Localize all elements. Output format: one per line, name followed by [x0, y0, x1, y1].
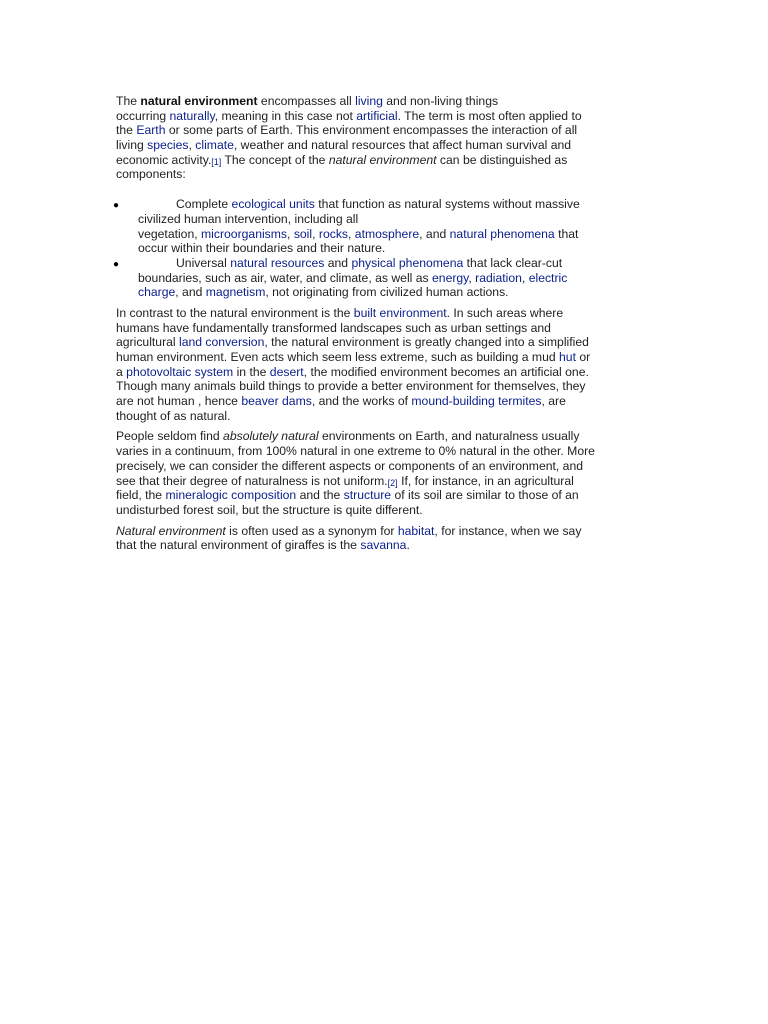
text-line: [116, 444, 652, 459]
text: are not human , hence: [116, 394, 242, 409]
text-line: [116, 321, 652, 336]
components-list: [113, 197, 652, 300]
text: in the: [233, 364, 270, 379]
link-artificial[interactable]: artificial: [356, 108, 398, 123]
text-line: [138, 256, 652, 271]
text: or: [575, 350, 591, 364]
text: , and: [419, 226, 450, 241]
text-line: [116, 123, 652, 138]
article-body: [113, 94, 652, 559]
citation-ref-1: [211, 157, 221, 167]
link-habitat[interactable]: habitat: [397, 523, 435, 538]
text: , the modified environment becomes an artificial one.: [303, 364, 589, 379]
text: that the natural environment of giraffes is the: [116, 538, 361, 553]
text: , and: [175, 285, 206, 300]
text: or some parts of Earth. This environment encompasses the interaction of all: [165, 123, 578, 138]
link-energy[interactable]: energy: [432, 270, 469, 285]
text: environments on Earth, and naturalness usually: [318, 429, 580, 444]
link-structure[interactable]: structure: [343, 488, 392, 503]
link-desert[interactable]: desert: [269, 364, 304, 379]
citation-link-1[interactable]: [1]: [211, 156, 222, 167]
text: ,: [468, 270, 476, 285]
link-natural-phenomena[interactable]: natural phenomena: [449, 226, 555, 241]
bold-term: natural environment: [140, 94, 258, 108]
link-naturally[interactable]: naturally: [169, 108, 215, 123]
text: a: [116, 364, 127, 379]
italic-term: absolutely natural: [223, 429, 319, 444]
text: ,: [521, 270, 529, 285]
text-line: [116, 379, 652, 394]
link-electric-charge[interactable]: electric: [528, 270, 568, 285]
text: economic activity.: [116, 152, 212, 167]
text: In contrast to the natural environment is the: [116, 305, 354, 320]
link-microorganisms[interactable]: microorganisms: [201, 226, 288, 241]
text: vegetation,: [138, 226, 202, 241]
text: , not originating from civilized human actions.: [265, 285, 509, 300]
text: precisely, we can consider the different aspects or components of an environment, and: [116, 458, 583, 473]
link-earth[interactable]: Earth: [136, 123, 166, 138]
text: boundaries, such as air, water, and climate, as well as: [138, 270, 433, 285]
text: see that their degree of naturalness is not uniform.: [116, 473, 388, 488]
link-soil[interactable]: soil: [293, 226, 313, 241]
text: humans have fundamentally transformed landscapes such as urban settings and: [116, 320, 551, 335]
text-line: [116, 167, 652, 182]
text-line: [116, 153, 652, 168]
text: can be distinguished as: [436, 152, 568, 167]
text-line: [116, 488, 652, 503]
text: is often used as a synonym for: [225, 523, 398, 538]
link-mound-building-termites[interactable]: mound-building termites: [411, 394, 542, 409]
link-savanna[interactable]: savanna: [360, 538, 407, 553]
text-line: [138, 285, 652, 300]
text: undisturbed forest soil, but the structure is quite different.: [116, 502, 423, 517]
text: encompasses all: [257, 94, 356, 108]
text: Though many animals build things to provide a better environment for themselves, they: [116, 379, 586, 394]
text: and the: [296, 488, 344, 503]
link-magnetism[interactable]: magnetism: [205, 285, 266, 300]
text: occur within their boundaries and their nature.: [138, 241, 386, 256]
text: Universal: [176, 255, 231, 270]
text: varies in a continuum, from 100% natural in one extreme to 0% natural in the other. More: [116, 444, 595, 459]
text: components:: [116, 167, 186, 182]
text: The concept of the: [221, 152, 329, 167]
text: The: [116, 94, 141, 108]
link-built-environment[interactable]: built environment: [353, 305, 447, 320]
text: ,: [287, 226, 294, 241]
text: that: [554, 226, 579, 241]
link-photovoltaic-system[interactable]: photovoltaic system: [126, 364, 234, 379]
link-natural-resources[interactable]: natural resources: [230, 255, 325, 270]
text-line: [116, 138, 652, 153]
text-line: [116, 474, 652, 489]
text: , the natural environment is greatly changed into a simplified: [264, 335, 589, 350]
text-line: [116, 94, 652, 109]
text: living: [116, 138, 148, 153]
text: thought of as natural.: [116, 408, 231, 423]
text: . In such areas where: [446, 305, 564, 320]
text: ,: [348, 226, 355, 241]
text: , and the works of: [311, 394, 412, 409]
italic-term: Natural environment: [116, 523, 226, 538]
text: ,: [188, 138, 196, 153]
habitat-paragraph: [116, 524, 652, 553]
built-environment-paragraph: [116, 306, 652, 424]
text-line: [116, 365, 652, 380]
text: that lack clear-cut: [463, 255, 563, 270]
text-line: [116, 350, 652, 365]
text: human environment. Even acts which seem less extreme, such as building a mud: [116, 350, 560, 364]
text: People seldom find: [116, 429, 224, 444]
text: occurring: [116, 108, 170, 123]
text: , weather and natural resources that affect human survival and: [233, 138, 572, 153]
list-item: [113, 197, 652, 256]
text: , for instance, when we say: [434, 523, 582, 538]
link-climate[interactable]: climate: [195, 138, 234, 153]
text-line: [138, 227, 652, 242]
bullet-icon: ●: [113, 258, 120, 270]
text: that function as natural systems without massive: [314, 197, 580, 212]
text-line: [116, 409, 652, 424]
text: of its soil are similar to those of an: [391, 488, 579, 503]
text-line: [138, 271, 652, 286]
text-line: [116, 394, 652, 409]
link-species[interactable]: species: [147, 138, 189, 153]
text-line: [116, 429, 652, 444]
link-electric-charge-cont[interactable]: charge: [138, 285, 176, 300]
link-radiation[interactable]: radiation: [475, 270, 522, 285]
citation-ref-2: [388, 478, 398, 488]
intro-paragraph: [116, 94, 652, 182]
link-rocks[interactable]: rocks: [318, 226, 349, 241]
text-line: [138, 212, 652, 227]
text-line: [116, 459, 652, 474]
text-line: [116, 503, 652, 518]
list-item: [113, 255, 652, 300]
text: the: [116, 123, 137, 138]
citation-link-2[interactable]: [2]: [387, 477, 398, 488]
naturalness-paragraph: [116, 429, 652, 517]
text-line: [116, 306, 652, 321]
bullet-icon: ●: [113, 200, 120, 212]
text-line: [138, 241, 652, 256]
text: If, for instance, in an agricultural: [397, 473, 574, 488]
link-ecological-units[interactable]: ecological units: [231, 197, 315, 212]
link-beaver-dams[interactable]: beaver dams: [241, 394, 312, 409]
link-physical-phenomena[interactable]: physical phenomena: [351, 255, 464, 270]
text: . The term is most often applied to: [397, 108, 582, 123]
text-line: [116, 538, 652, 553]
text: and non-living things: [382, 94, 499, 108]
text: agricultural: [116, 335, 179, 350]
text: ,: [312, 226, 319, 241]
text-line: [138, 197, 652, 212]
italic-term: natural environment: [328, 152, 437, 167]
link-living[interactable]: living: [355, 94, 383, 108]
text-line: [116, 524, 652, 539]
text: .: [406, 538, 410, 553]
text: , are: [541, 394, 566, 409]
link-hut[interactable]: hut: [559, 350, 576, 364]
link-land-conversion[interactable]: land conversion: [179, 335, 265, 350]
text: Complete: [176, 197, 232, 212]
link-atmosphere[interactable]: atmosphere: [354, 226, 420, 241]
text: field, the: [116, 488, 166, 503]
link-mineralogic-composition[interactable]: mineralogic composition: [165, 488, 297, 503]
text: civilized human intervention, including all: [138, 211, 359, 226]
text: and: [324, 255, 352, 270]
text-line: [116, 109, 652, 124]
text-line: [116, 335, 652, 350]
text: , meaning in this case not: [214, 108, 357, 123]
